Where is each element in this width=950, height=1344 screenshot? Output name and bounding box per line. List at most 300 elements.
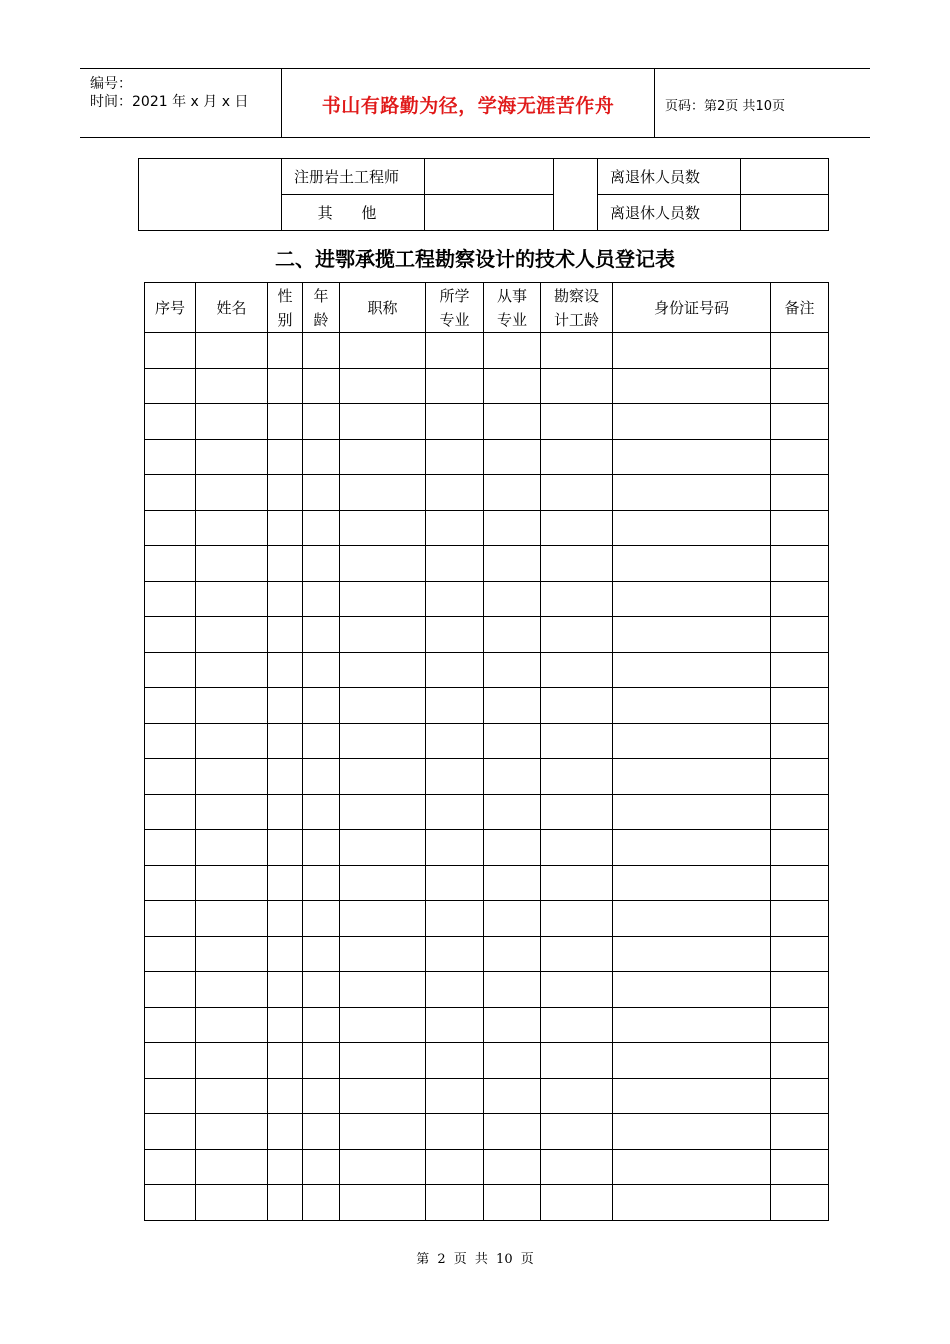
table-cell[interactable] — [145, 865, 196, 901]
table-cell[interactable] — [613, 794, 771, 830]
page-total: 10 — [755, 99, 772, 114]
table-cell[interactable] — [771, 972, 829, 1008]
table-cell[interactable] — [613, 1114, 771, 1150]
table-cell[interactable] — [268, 546, 303, 582]
table-row — [145, 368, 829, 404]
column-header-line: 所学 — [439, 286, 470, 305]
table-cell[interactable] — [340, 1078, 426, 1114]
table-cell[interactable] — [541, 1043, 613, 1079]
table-cell[interactable] — [426, 1078, 484, 1114]
table-cell[interactable] — [196, 794, 268, 830]
table-cell[interactable] — [340, 936, 426, 972]
table-cell[interactable] — [340, 581, 426, 617]
table-cell[interactable] — [426, 333, 484, 369]
table-cell[interactable] — [196, 830, 268, 866]
table-cell[interactable] — [541, 723, 613, 759]
table-row — [145, 794, 829, 830]
table-cell[interactable] — [196, 510, 268, 546]
table-cell[interactable] — [613, 510, 771, 546]
column-header — [268, 283, 303, 333]
table-cell[interactable] — [426, 546, 484, 582]
table-cell[interactable] — [484, 1185, 541, 1221]
table-cell[interactable] — [196, 723, 268, 759]
retired-count-label: 离退休人员数 — [598, 195, 741, 231]
table-cell[interactable] — [145, 510, 196, 546]
table-cell[interactable] — [484, 723, 541, 759]
table-cell[interactable] — [541, 759, 613, 795]
table-cell[interactable] — [613, 333, 771, 369]
table-cell[interactable] — [303, 759, 340, 795]
table-cell[interactable] — [303, 546, 340, 582]
table-cell[interactable] — [196, 333, 268, 369]
table-cell[interactable] — [484, 404, 541, 440]
table-cell[interactable] — [196, 1007, 268, 1043]
table-cell[interactable] — [426, 652, 484, 688]
table-cell[interactable] — [145, 901, 196, 937]
table-cell[interactable] — [340, 1185, 426, 1221]
table-cell[interactable] — [426, 936, 484, 972]
table-cell[interactable] — [771, 1007, 829, 1043]
table-cell[interactable] — [268, 1114, 303, 1150]
table-row — [145, 652, 829, 688]
table-cell[interactable] — [340, 475, 426, 511]
table-cell[interactable] — [196, 368, 268, 404]
table-cell[interactable] — [771, 901, 829, 937]
table-cell[interactable] — [484, 901, 541, 937]
table-cell[interactable] — [613, 652, 771, 688]
table-cell[interactable] — [541, 1149, 613, 1185]
table-cell[interactable] — [426, 794, 484, 830]
table-cell[interactable] — [426, 830, 484, 866]
table-cell[interactable] — [613, 617, 771, 653]
table-row — [145, 830, 829, 866]
table-cell[interactable] — [613, 865, 771, 901]
table-cell[interactable] — [340, 972, 426, 1008]
table-cell[interactable] — [484, 688, 541, 724]
table-cell[interactable] — [484, 759, 541, 795]
table-cell[interactable] — [145, 972, 196, 1008]
table-cell[interactable] — [484, 972, 541, 1008]
table-cell[interactable] — [340, 510, 426, 546]
table-cell[interactable] — [426, 723, 484, 759]
table-cell[interactable] — [484, 936, 541, 972]
table-cell[interactable] — [484, 794, 541, 830]
table-cell[interactable] — [613, 404, 771, 440]
table-cell[interactable] — [426, 1007, 484, 1043]
table-cell[interactable] — [145, 1078, 196, 1114]
staff-summary-table — [138, 158, 829, 231]
column-header — [303, 283, 340, 333]
table-cell[interactable] — [484, 581, 541, 617]
table-cell[interactable] — [196, 617, 268, 653]
table-cell[interactable] — [340, 794, 426, 830]
table-cell[interactable] — [771, 759, 829, 795]
table-cell[interactable] — [541, 1078, 613, 1114]
table-cell[interactable] — [303, 510, 340, 546]
table-cell[interactable] — [145, 1185, 196, 1221]
table-cell[interactable] — [541, 510, 613, 546]
table-cell[interactable] — [613, 759, 771, 795]
table-cell[interactable] — [340, 1043, 426, 1079]
table-cell[interactable] — [268, 1185, 303, 1221]
table-cell[interactable] — [268, 439, 303, 475]
table-cell[interactable] — [145, 936, 196, 972]
table-cell[interactable] — [196, 439, 268, 475]
table-cell[interactable] — [268, 865, 303, 901]
table-cell[interactable] — [541, 475, 613, 511]
table-cell[interactable] — [541, 404, 613, 440]
table-cell[interactable] — [196, 652, 268, 688]
table-cell[interactable] — [484, 652, 541, 688]
table-cell[interactable] — [771, 1043, 829, 1079]
table-cell[interactable] — [145, 723, 196, 759]
column-header-line: 龄 — [313, 310, 329, 329]
table-cell[interactable] — [145, 368, 196, 404]
table-cell[interactable] — [303, 1114, 340, 1150]
column-header-line: 年 — [313, 286, 329, 305]
column-header-line: 序号 — [154, 298, 185, 317]
table-cell[interactable] — [145, 546, 196, 582]
table-cell — [741, 159, 829, 195]
table-cell[interactable] — [303, 404, 340, 440]
table-cell[interactable] — [771, 1078, 829, 1114]
table-cell[interactable] — [145, 475, 196, 511]
column-header — [613, 283, 771, 333]
table-cell[interactable] — [303, 830, 340, 866]
table-cell[interactable] — [303, 439, 340, 475]
table-cell[interactable] — [426, 759, 484, 795]
table-cell[interactable] — [340, 333, 426, 369]
table-cell[interactable] — [145, 581, 196, 617]
page-label: 页码：第 — [665, 99, 718, 114]
table-cell[interactable] — [771, 333, 829, 369]
table-cell[interactable] — [613, 1149, 771, 1185]
table-cell[interactable] — [484, 475, 541, 511]
table-cell[interactable] — [340, 1007, 426, 1043]
table-cell[interactable] — [771, 652, 829, 688]
table-cell[interactable] — [268, 617, 303, 653]
table-cell[interactable] — [426, 581, 484, 617]
table-cell[interactable] — [196, 1114, 268, 1150]
table-cell[interactable] — [303, 688, 340, 724]
table-cell[interactable] — [613, 439, 771, 475]
header-page-number — [665, 95, 785, 114]
table-cell[interactable] — [268, 1078, 303, 1114]
table-cell[interactable] — [303, 1149, 340, 1185]
table-cell[interactable] — [771, 510, 829, 546]
table-cell[interactable] — [340, 652, 426, 688]
table-cell[interactable] — [771, 617, 829, 653]
table-cell[interactable] — [426, 439, 484, 475]
table-cell[interactable] — [613, 972, 771, 1008]
table-cell[interactable] — [771, 368, 829, 404]
table-row — [145, 1185, 829, 1221]
table-cell[interactable] — [484, 1114, 541, 1150]
table-cell[interactable] — [613, 936, 771, 972]
table-cell[interactable] — [196, 972, 268, 1008]
table-cell[interactable] — [196, 1149, 268, 1185]
table-row — [145, 404, 829, 440]
table-cell[interactable] — [268, 510, 303, 546]
table-cell[interactable] — [541, 1007, 613, 1043]
other-label: 其 他 — [282, 195, 425, 231]
table-cell[interactable] — [426, 972, 484, 1008]
table-cell[interactable] — [268, 759, 303, 795]
table-cell[interactable] — [196, 546, 268, 582]
table-cell[interactable] — [541, 581, 613, 617]
table-row — [145, 1007, 829, 1043]
table-cell[interactable] — [426, 475, 484, 511]
table-row — [145, 865, 829, 901]
table-cell[interactable] — [268, 972, 303, 1008]
table-cell[interactable] — [303, 652, 340, 688]
table-cell[interactable] — [426, 510, 484, 546]
table-cell[interactable] — [613, 901, 771, 937]
page-mid: 页 共 — [725, 99, 756, 114]
table-cell[interactable] — [541, 652, 613, 688]
table-cell[interactable] — [613, 581, 771, 617]
table-cell[interactable] — [145, 1007, 196, 1043]
table-cell[interactable] — [196, 1078, 268, 1114]
table-cell[interactable] — [303, 1185, 340, 1221]
table-cell[interactable] — [771, 404, 829, 440]
table-cell[interactable] — [613, 1078, 771, 1114]
table-cell[interactable] — [303, 368, 340, 404]
table-cell[interactable] — [484, 333, 541, 369]
table-cell[interactable] — [771, 475, 829, 511]
table-row — [145, 1114, 829, 1150]
table-cell[interactable] — [484, 1149, 541, 1185]
table-cell[interactable] — [613, 723, 771, 759]
table-cell[interactable] — [303, 617, 340, 653]
table-cell[interactable] — [426, 1114, 484, 1150]
table-cell[interactable] — [145, 439, 196, 475]
table-cell[interactable] — [771, 830, 829, 866]
table-cell[interactable] — [145, 617, 196, 653]
table-cell[interactable] — [541, 439, 613, 475]
table-cell[interactable] — [268, 794, 303, 830]
table-cell[interactable] — [541, 368, 613, 404]
table-cell[interactable] — [303, 936, 340, 972]
column-header-line: 从事 — [496, 286, 527, 305]
table-cell[interactable] — [541, 830, 613, 866]
table-cell — [554, 159, 598, 231]
table-cell[interactable] — [771, 865, 829, 901]
table-cell[interactable] — [340, 901, 426, 937]
table-cell[interactable] — [484, 368, 541, 404]
table-cell[interactable] — [426, 404, 484, 440]
table-cell[interactable] — [340, 723, 426, 759]
table-cell[interactable] — [771, 723, 829, 759]
table-cell — [425, 159, 554, 195]
table-cell[interactable] — [771, 794, 829, 830]
column-header-line: 勘察设 — [553, 286, 599, 305]
table-cell[interactable] — [613, 830, 771, 866]
table-cell[interactable] — [145, 1114, 196, 1150]
table-cell[interactable] — [771, 936, 829, 972]
table-cell[interactable] — [268, 1043, 303, 1079]
table-cell[interactable] — [771, 546, 829, 582]
table-cell[interactable] — [303, 1007, 340, 1043]
table-cell[interactable] — [613, 1043, 771, 1079]
table-cell[interactable] — [268, 1149, 303, 1185]
table-cell — [425, 195, 554, 231]
table-row — [145, 972, 829, 1008]
table-cell[interactable] — [145, 759, 196, 795]
table-cell[interactable] — [303, 581, 340, 617]
table-cell[interactable] — [771, 439, 829, 475]
table-cell[interactable] — [340, 759, 426, 795]
table-cell[interactable] — [196, 581, 268, 617]
table-cell[interactable] — [426, 688, 484, 724]
retired-count-label: 离退休人员数 — [598, 159, 741, 195]
table-cell[interactable] — [484, 546, 541, 582]
table-cell[interactable] — [303, 723, 340, 759]
table-cell[interactable] — [541, 617, 613, 653]
column-header-line: 计工龄 — [553, 310, 599, 329]
table-cell[interactable] — [268, 404, 303, 440]
table-cell[interactable] — [340, 404, 426, 440]
table-cell[interactable] — [340, 439, 426, 475]
table-cell[interactable] — [613, 1007, 771, 1043]
page-current: 2 — [717, 99, 726, 114]
table-cell[interactable] — [196, 1185, 268, 1221]
table-cell[interactable] — [145, 1043, 196, 1079]
table-cell[interactable] — [145, 333, 196, 369]
table-cell[interactable] — [541, 972, 613, 1008]
table-cell[interactable] — [340, 617, 426, 653]
table-cell[interactable] — [303, 901, 340, 937]
page-header — [80, 68, 870, 138]
table-cell[interactable] — [771, 1185, 829, 1221]
table-cell[interactable] — [541, 901, 613, 937]
table-cell[interactable] — [196, 865, 268, 901]
column-header — [196, 283, 268, 333]
table-cell[interactable] — [268, 652, 303, 688]
table-cell[interactable] — [340, 546, 426, 582]
table-cell[interactable] — [340, 830, 426, 866]
table-cell[interactable] — [303, 475, 340, 511]
table-row — [145, 475, 829, 511]
table-cell[interactable] — [541, 794, 613, 830]
table-cell[interactable] — [340, 1149, 426, 1185]
table-cell[interactable] — [771, 1149, 829, 1185]
table-cell[interactable] — [340, 368, 426, 404]
table-cell[interactable] — [484, 1078, 541, 1114]
table-row — [145, 901, 829, 937]
table-cell[interactable] — [268, 901, 303, 937]
table-cell[interactable] — [541, 865, 613, 901]
page-footer: 第 2 页 共 10 页 — [416, 1252, 534, 1267]
table-cell[interactable] — [145, 794, 196, 830]
table-cell[interactable] — [541, 1185, 613, 1221]
table-cell[interactable] — [303, 1043, 340, 1079]
table-cell[interactable] — [268, 581, 303, 617]
table-cell[interactable] — [268, 936, 303, 972]
table-cell[interactable] — [196, 901, 268, 937]
table-cell[interactable] — [426, 1185, 484, 1221]
table-row — [145, 510, 829, 546]
table-cell[interactable] — [303, 972, 340, 1008]
table-cell[interactable] — [145, 404, 196, 440]
table-cell[interactable] — [541, 333, 613, 369]
table-cell[interactable] — [484, 510, 541, 546]
table-cell[interactable] — [541, 936, 613, 972]
table-cell[interactable] — [484, 865, 541, 901]
table-cell[interactable] — [541, 546, 613, 582]
header-motto-cell — [281, 69, 655, 137]
table-cell[interactable] — [541, 1114, 613, 1150]
table-cell[interactable] — [484, 1043, 541, 1079]
table-row — [139, 159, 829, 195]
table-cell[interactable] — [426, 1043, 484, 1079]
table-cell[interactable] — [613, 475, 771, 511]
table-cell[interactable] — [771, 688, 829, 724]
table-cell[interactable] — [426, 617, 484, 653]
table-cell[interactable] — [340, 1114, 426, 1150]
table-cell[interactable] — [268, 1007, 303, 1043]
table-cell[interactable] — [268, 368, 303, 404]
table-body — [145, 333, 829, 1221]
table-cell[interactable] — [541, 688, 613, 724]
table-cell[interactable] — [145, 652, 196, 688]
table-cell[interactable] — [303, 865, 340, 901]
table-cell[interactable] — [484, 439, 541, 475]
column-header — [771, 283, 829, 333]
table-cell[interactable] — [196, 404, 268, 440]
table-row — [145, 1078, 829, 1114]
table-cell[interactable] — [268, 830, 303, 866]
document-number-label: 编号： — [90, 76, 132, 92]
table-cell[interactable] — [484, 830, 541, 866]
table-cell[interactable] — [268, 333, 303, 369]
table-cell[interactable] — [484, 1007, 541, 1043]
table-cell[interactable] — [426, 865, 484, 901]
table-cell[interactable] — [771, 581, 829, 617]
table-cell[interactable] — [303, 794, 340, 830]
table-cell[interactable] — [196, 688, 268, 724]
table-cell[interactable] — [145, 688, 196, 724]
table-cell[interactable] — [196, 759, 268, 795]
table-cell[interactable] — [613, 1185, 771, 1221]
table-cell[interactable] — [426, 368, 484, 404]
table-cell[interactable] — [340, 865, 426, 901]
table-cell[interactable] — [613, 546, 771, 582]
table-cell[interactable] — [426, 1149, 484, 1185]
table-cell[interactable] — [484, 617, 541, 653]
table-cell[interactable] — [303, 333, 340, 369]
table-cell[interactable] — [145, 830, 196, 866]
table-cell[interactable] — [771, 1114, 829, 1150]
table-cell[interactable] — [613, 688, 771, 724]
table-cell[interactable] — [340, 688, 426, 724]
table-cell[interactable] — [196, 1043, 268, 1079]
table-cell[interactable] — [268, 475, 303, 511]
table-cell[interactable] — [145, 1149, 196, 1185]
table-cell[interactable] — [268, 723, 303, 759]
column-header-line: 身份证号码 — [653, 298, 729, 317]
table-cell — [741, 195, 829, 231]
table-cell[interactable] — [426, 901, 484, 937]
registered-geotechnical-engineer-label: 注册岩土工程师 — [282, 159, 425, 195]
header-meta — [80, 69, 281, 137]
table-cell[interactable] — [268, 688, 303, 724]
table-cell[interactable] — [196, 936, 268, 972]
table-cell[interactable] — [196, 475, 268, 511]
table-cell[interactable] — [613, 368, 771, 404]
table-cell[interactable] — [303, 1078, 340, 1114]
table-row — [145, 723, 829, 759]
